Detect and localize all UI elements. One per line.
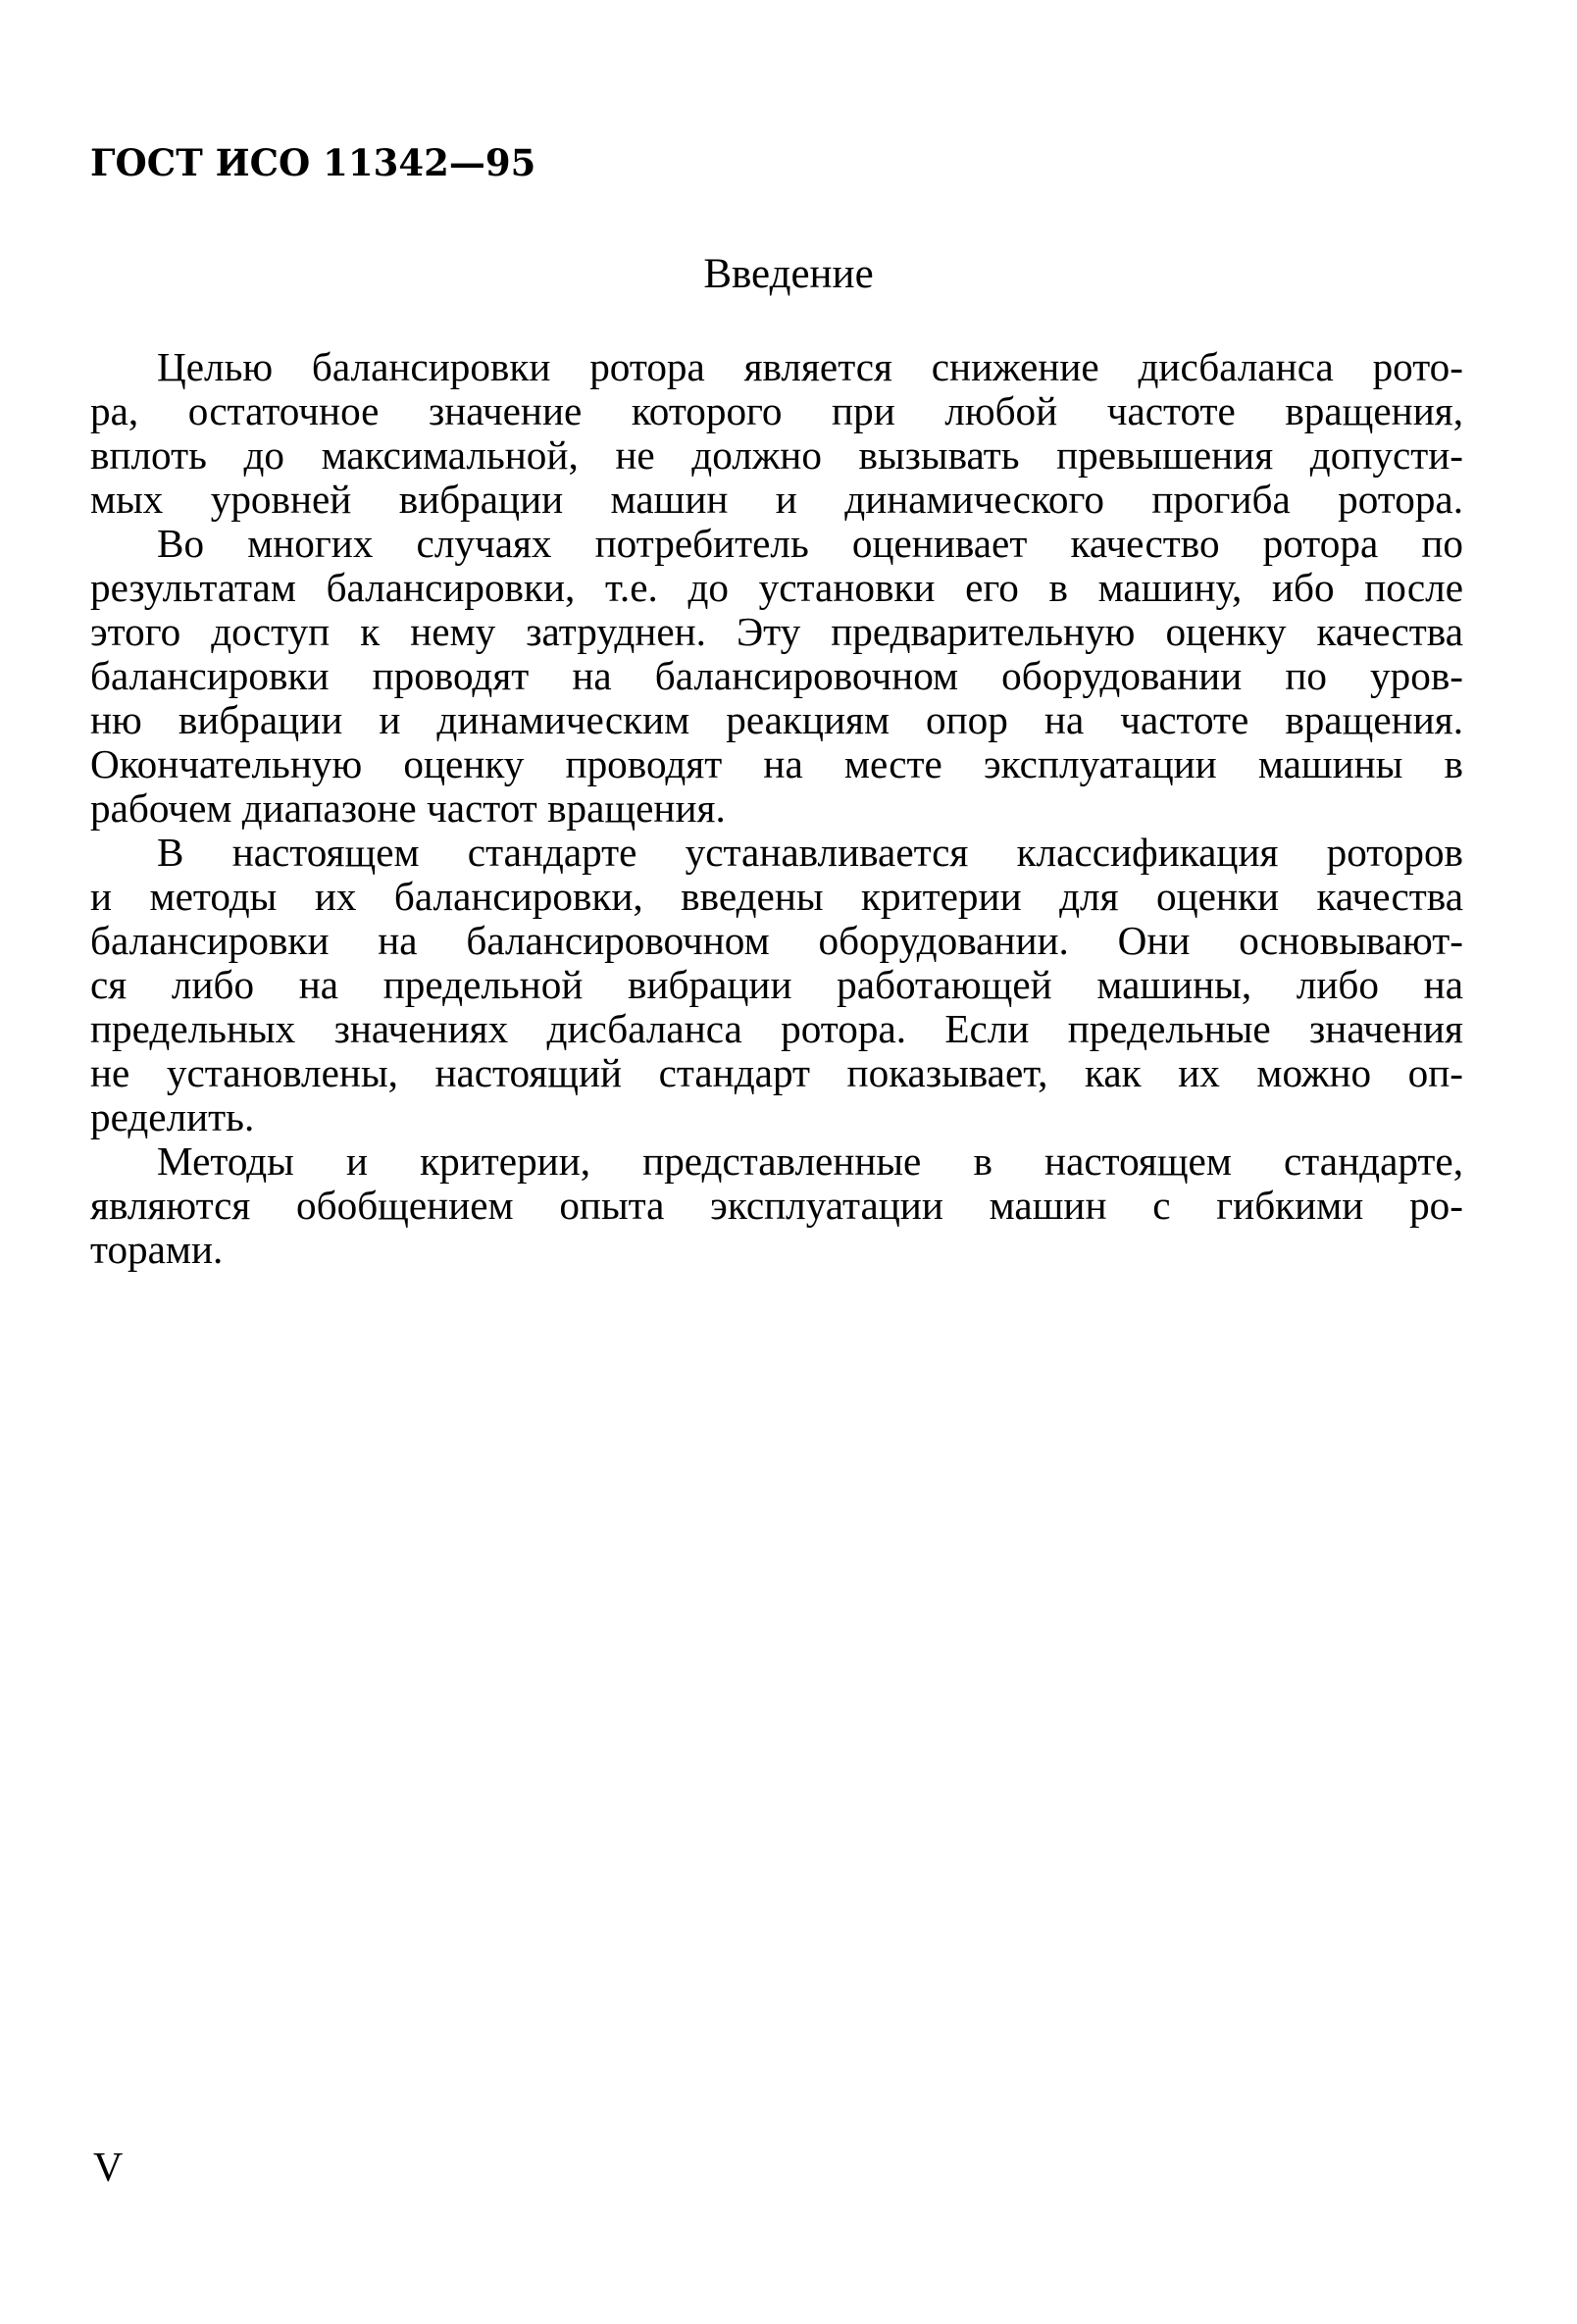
document-header: ГОСТ ИСО 11342—95 xyxy=(90,141,536,184)
text-line: балансировки проводят на балансировочном оборудовании по уров- xyxy=(90,653,1463,698)
text-line: Целью балансировки ротора является снижение дисбаланса рото- xyxy=(157,344,1463,389)
text-line: вплоть до максимальной, не должно вызывать превышения допусти- xyxy=(90,432,1463,478)
text-line: В настоящем стандарте устанавливается классификация роторов xyxy=(157,830,1463,875)
body-text xyxy=(90,345,1463,1272)
text-line: ределить. xyxy=(90,1094,255,1139)
paragraph xyxy=(90,345,1463,522)
text-line: ра, остаточное значение которого при любой частоте вращения, xyxy=(90,388,1463,433)
text-line: этого доступ к нему затруднен. Эту предварительную оценку качества xyxy=(90,609,1463,654)
page-number: V xyxy=(93,2146,124,2191)
text-line: балансировки на балансировочном оборудовании. Они основывают- xyxy=(90,918,1463,963)
paragraph xyxy=(90,522,1463,831)
text-line: ся либо на предельной вибрации работающей машины, либо на xyxy=(90,962,1463,1007)
section-title: Введение xyxy=(703,251,874,297)
paragraph xyxy=(90,831,1463,1139)
text-line: ню вибрации и динамическим реакциям опор на частоте вращения. xyxy=(90,697,1463,742)
text-line: не установлены, настоящий стандарт показывает, как их можно оп- xyxy=(90,1050,1463,1095)
text-line: являются обобщением опыта эксплуатации машин с гибкими ро- xyxy=(90,1183,1463,1228)
paragraph xyxy=(90,1139,1463,1272)
text-line: Во многих случаях потребитель оценивает качество ротора по xyxy=(157,521,1463,566)
text-line: и методы их балансировки, введены критерии для оценки качества xyxy=(90,874,1463,919)
text-line: Окончательную оценку проводят на месте эксплуатации машины в xyxy=(90,741,1463,786)
text-line: рабочем диапазоне частот вращения. xyxy=(90,785,726,831)
text-line: результатам балансировки, т.е. до установки его в машину, ибо после xyxy=(90,565,1463,610)
text-line: торами. xyxy=(90,1227,224,1272)
text-line: предельных значениях дисбаланса ротора. Если предельные значения xyxy=(90,1006,1463,1051)
text-line: Методы и критерии, представленные в настоящем стандарте, xyxy=(157,1138,1463,1184)
text-line: мых уровней вибрации машин и динамического прогиба ротора. xyxy=(90,477,1463,522)
